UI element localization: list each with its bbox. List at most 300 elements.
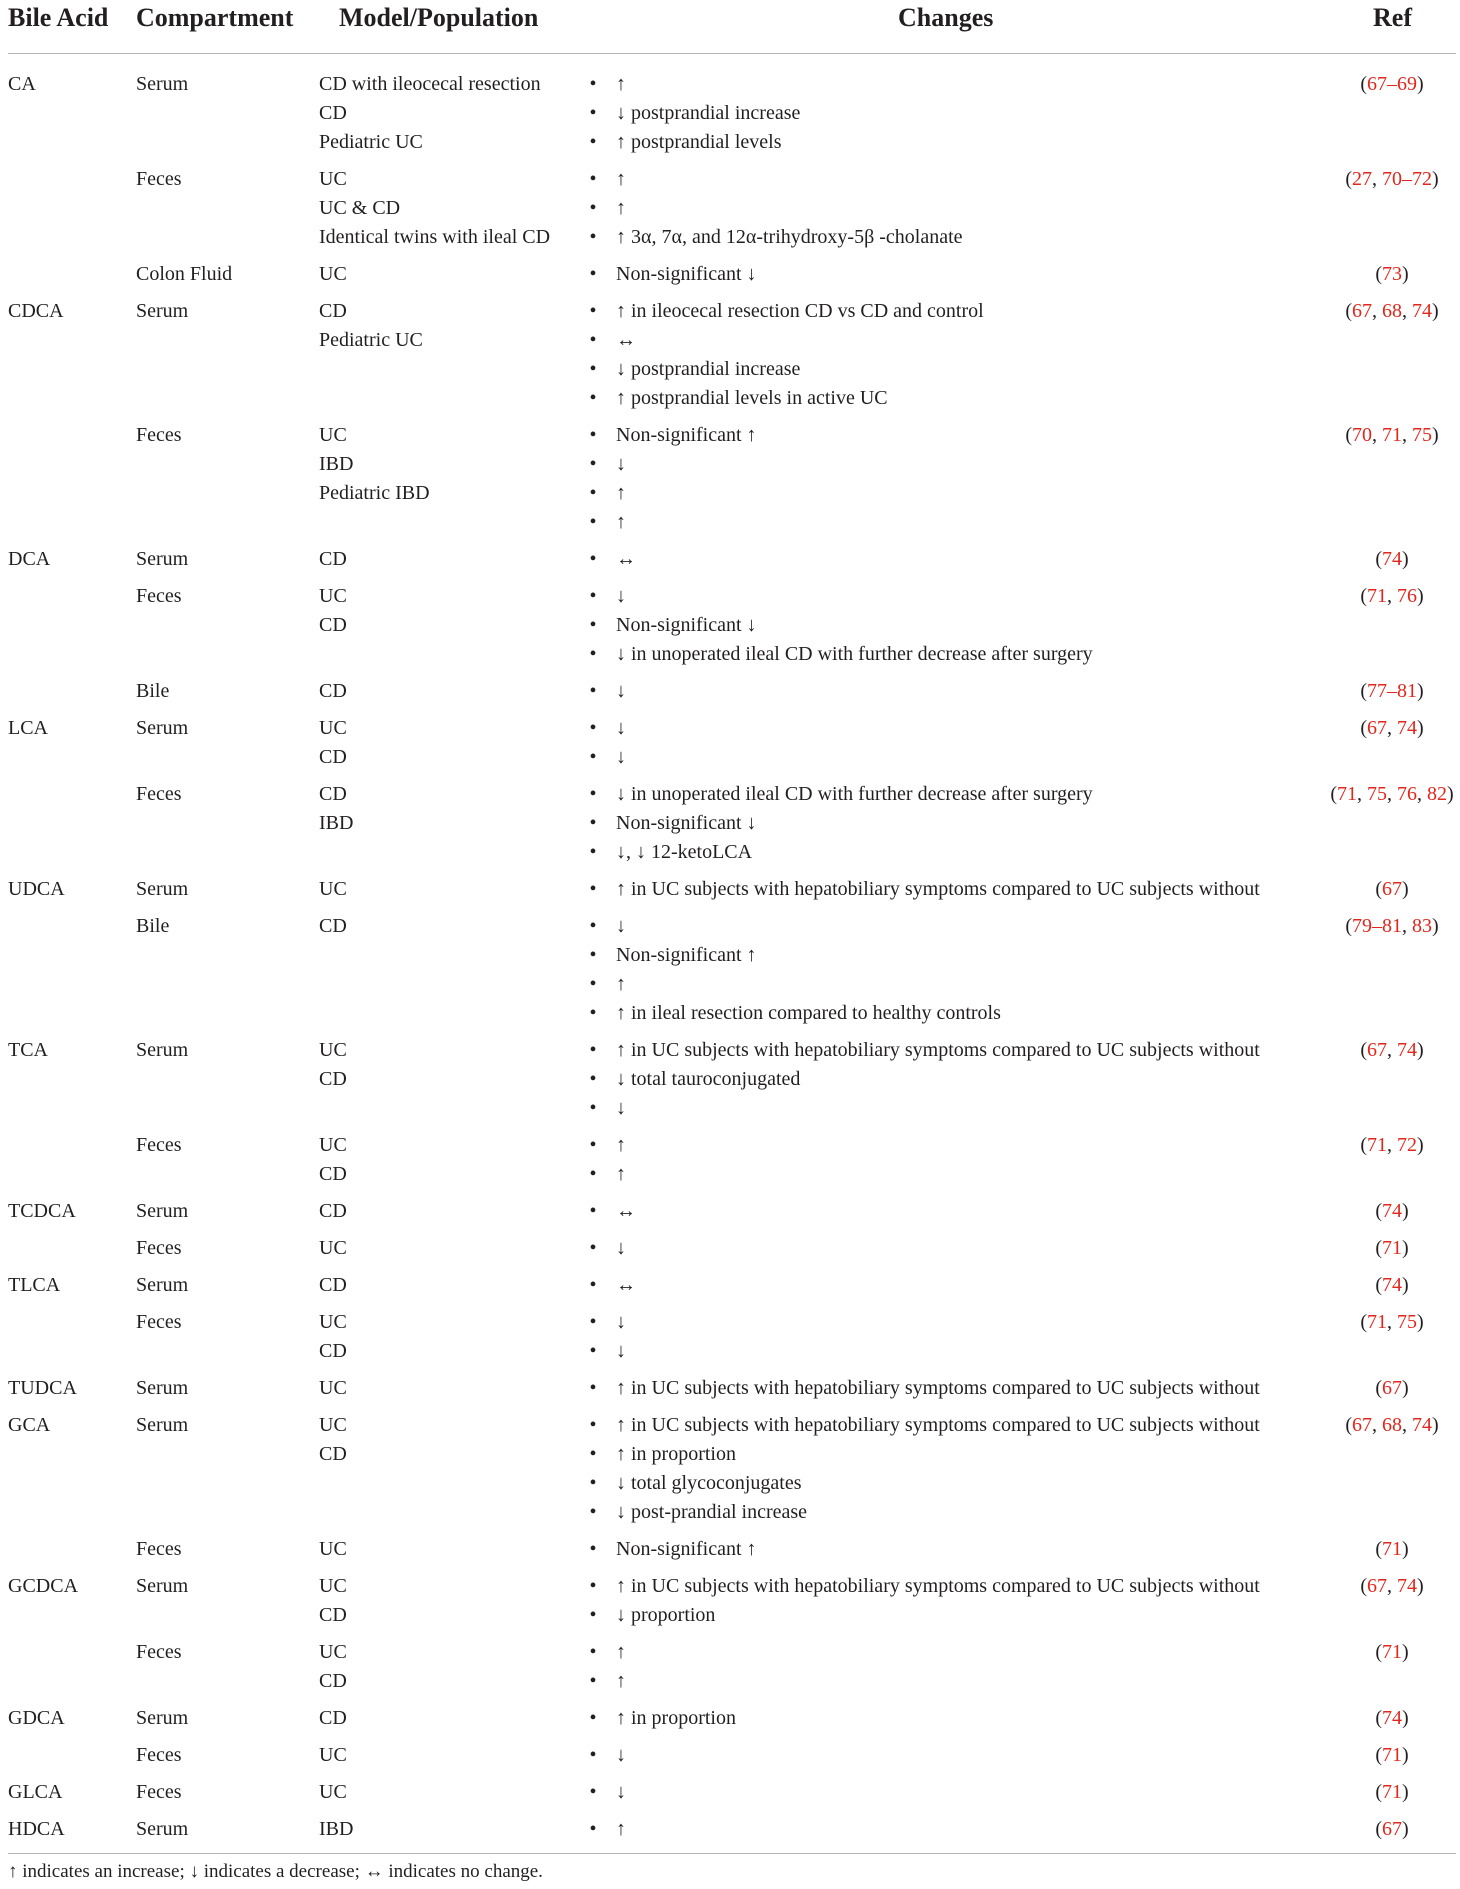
bullet-icon: • bbox=[589, 1604, 597, 1626]
change-text: ↓ bbox=[616, 1097, 626, 1119]
change-item bbox=[586, 223, 963, 252]
reference-link[interactable]: 67 bbox=[1382, 1377, 1402, 1399]
reference-link[interactable]: 71 bbox=[1382, 1641, 1402, 1663]
compartment: Bile bbox=[136, 915, 170, 937]
change-item bbox=[586, 1160, 626, 1189]
change-text: Non-significant ↑ bbox=[616, 1538, 757, 1560]
bile-acid-name: DCA bbox=[8, 548, 51, 570]
change-item bbox=[586, 582, 1093, 611]
reference-link[interactable]: 74 bbox=[1412, 300, 1432, 322]
change-item bbox=[586, 809, 1093, 838]
reference: (71, 75) bbox=[1360, 1311, 1424, 1333]
bile-acid-name: GCA bbox=[8, 1414, 51, 1436]
change-item bbox=[586, 1234, 626, 1263]
reference: (67, 68, 74) bbox=[1345, 1414, 1439, 1436]
change-item bbox=[586, 838, 1093, 867]
reference-link[interactable]: 67 bbox=[1382, 1818, 1402, 1840]
change-text: ↑ bbox=[616, 973, 626, 995]
change-item bbox=[586, 999, 1001, 1028]
model-population bbox=[319, 297, 423, 355]
bullet-icon: • bbox=[589, 1575, 597, 1597]
change-item bbox=[586, 326, 984, 355]
change-item bbox=[586, 421, 757, 450]
bullet-icon: • bbox=[589, 1039, 597, 1061]
changes bbox=[586, 1778, 626, 1807]
change-item bbox=[586, 194, 963, 223]
reference: (74) bbox=[1375, 1200, 1409, 1222]
reference-link[interactable]: 67 bbox=[1382, 878, 1402, 900]
changes bbox=[586, 1572, 1260, 1630]
change-item bbox=[586, 875, 1260, 904]
change-text: ↑ bbox=[616, 511, 626, 533]
bullet-icon: • bbox=[589, 1670, 597, 1692]
population-line: CD bbox=[319, 614, 347, 636]
change-item bbox=[586, 1572, 1260, 1601]
change-item bbox=[586, 479, 757, 508]
reference-link[interactable]: 74 bbox=[1382, 1707, 1402, 1729]
changes bbox=[586, 1308, 626, 1366]
reference: (67) bbox=[1375, 878, 1409, 900]
population-line: CD bbox=[319, 1274, 347, 1296]
compartment: Serum bbox=[136, 1200, 189, 1222]
bullet-icon: • bbox=[589, 1377, 597, 1399]
change-text: ↓ proportion bbox=[616, 1604, 716, 1626]
change-item bbox=[586, 1094, 1260, 1123]
reference: (67) bbox=[1375, 1818, 1409, 1840]
reference-link[interactable]: 76 bbox=[1397, 783, 1417, 805]
reference-link[interactable]: 68 bbox=[1382, 300, 1402, 322]
model-population bbox=[319, 780, 353, 838]
reference-link[interactable]: 74 bbox=[1397, 717, 1417, 739]
bullet-icon: • bbox=[589, 1538, 597, 1560]
model-population bbox=[319, 421, 430, 508]
change-item bbox=[586, 1601, 1260, 1630]
change-item bbox=[586, 1374, 1260, 1403]
population-line: IBD bbox=[319, 453, 354, 475]
reference: (70, 71, 75) bbox=[1345, 424, 1439, 446]
reference-link[interactable]: 71 bbox=[1367, 585, 1387, 607]
change-text: ↓ bbox=[616, 1744, 626, 1766]
compartment: Serum bbox=[136, 1575, 189, 1597]
bullet-icon: • bbox=[589, 1200, 597, 1222]
change-text: ↑ in UC subjects with hepatobiliary symptoms compared to UC subjects without bbox=[616, 1377, 1260, 1399]
bullet-icon: • bbox=[589, 1781, 597, 1803]
compartment: Serum bbox=[136, 1414, 189, 1436]
change-text: ↓ in unoperated ileal CD with further decrease after surgery bbox=[616, 783, 1093, 805]
reference: (71) bbox=[1375, 1538, 1409, 1560]
change-text: Non-significant ↑ bbox=[616, 944, 757, 966]
changes bbox=[586, 1197, 636, 1226]
change-item bbox=[586, 714, 626, 743]
changes bbox=[586, 1704, 736, 1733]
bullet-icon: • bbox=[589, 1163, 597, 1185]
population-line: UC bbox=[319, 168, 347, 190]
change-item bbox=[586, 780, 1093, 809]
reference: (71) bbox=[1375, 1237, 1409, 1259]
model-population bbox=[319, 677, 347, 706]
bile-acid-name: TUDCA bbox=[8, 1377, 77, 1399]
change-text: ↓ bbox=[616, 717, 626, 739]
change-item bbox=[586, 1440, 1260, 1469]
reference-link[interactable]: 83 bbox=[1412, 915, 1432, 937]
population-line: UC bbox=[319, 1414, 347, 1436]
change-item bbox=[586, 970, 1001, 999]
population-line: UC bbox=[319, 585, 347, 607]
population-line: Pediatric UC bbox=[319, 131, 423, 153]
change-text: ↓, ↓ 12-ketoLCA bbox=[616, 841, 753, 863]
model-population bbox=[319, 1374, 347, 1403]
population-line: IBD bbox=[319, 812, 354, 834]
bullet-icon: • bbox=[589, 482, 597, 504]
change-item bbox=[586, 640, 1093, 669]
bullet-icon: • bbox=[589, 1641, 597, 1663]
reference-link[interactable]: 67 bbox=[1352, 300, 1372, 322]
model-population bbox=[319, 165, 550, 252]
change-item bbox=[586, 1411, 1260, 1440]
model-population bbox=[319, 582, 347, 640]
change-text: ↓ bbox=[616, 680, 626, 702]
bullet-icon: • bbox=[589, 387, 597, 409]
header-changes: Changes bbox=[898, 3, 994, 32]
bullet-icon: • bbox=[589, 878, 597, 900]
compartment: Feces bbox=[136, 1311, 182, 1333]
change-item bbox=[586, 677, 626, 706]
change-text: ↓ bbox=[616, 453, 626, 475]
bullet-icon: • bbox=[589, 548, 597, 570]
reference: (67, 68, 74) bbox=[1345, 300, 1439, 322]
change-text: ↑ in ileal resection compared to healthy controls bbox=[616, 1002, 1001, 1024]
change-text: ↑ in UC subjects with hepatobiliary symptoms compared to UC subjects without bbox=[616, 1414, 1260, 1436]
reference-link[interactable]: 74 bbox=[1397, 1575, 1417, 1597]
change-text: ↑ bbox=[616, 1163, 626, 1185]
model-population bbox=[319, 1815, 353, 1844]
change-item bbox=[586, 1741, 626, 1770]
change-text: ↓ postprandial increase bbox=[616, 358, 801, 380]
compartment: Serum bbox=[136, 548, 189, 570]
bullet-icon: • bbox=[589, 358, 597, 380]
change-item bbox=[586, 1065, 1260, 1094]
compartment: Serum bbox=[136, 717, 189, 739]
bile-acid-name: TCA bbox=[8, 1039, 48, 1061]
population-line: CD bbox=[319, 746, 347, 768]
change-text: ↓ in unoperated ileal CD with further decrease after surgery bbox=[616, 643, 1093, 665]
change-text: ↔ bbox=[616, 1200, 636, 1222]
population-line: CD bbox=[319, 1163, 347, 1185]
population-line: UC bbox=[319, 1744, 347, 1766]
reference: (74) bbox=[1375, 548, 1409, 570]
changes bbox=[586, 714, 626, 772]
reference-link[interactable]: 74 bbox=[1382, 1200, 1402, 1222]
population-line: CD bbox=[319, 915, 347, 937]
bullet-icon: • bbox=[589, 717, 597, 739]
changes bbox=[586, 165, 963, 252]
population-line: UC bbox=[319, 878, 347, 900]
reference: (71, 72) bbox=[1360, 1134, 1424, 1156]
reference-link[interactable]: 74 bbox=[1382, 548, 1402, 570]
reference-link[interactable]: 79–81 bbox=[1352, 915, 1402, 937]
changes bbox=[586, 1638, 626, 1696]
change-text: ↑ postprandial levels in active UC bbox=[616, 387, 888, 409]
change-text: Non-significant ↑ bbox=[616, 424, 757, 446]
change-text: ↑ bbox=[616, 1641, 626, 1663]
change-item bbox=[586, 1815, 626, 1844]
bullet-icon: • bbox=[589, 1443, 597, 1465]
reference: (71) bbox=[1375, 1641, 1409, 1663]
bullet-icon: • bbox=[589, 1068, 597, 1090]
bottom-rule bbox=[8, 1853, 1456, 1854]
change-text: ↓ bbox=[616, 915, 626, 937]
reference-link[interactable]: 71 bbox=[1382, 1538, 1402, 1560]
changes bbox=[586, 545, 636, 574]
population-line: CD bbox=[319, 1670, 347, 1692]
change-text: ↓ bbox=[616, 746, 626, 768]
change-item bbox=[586, 1308, 626, 1337]
compartment: Feces bbox=[136, 783, 182, 805]
change-item bbox=[586, 1337, 626, 1366]
change-item bbox=[586, 1778, 626, 1807]
reference-link[interactable]: 74 bbox=[1397, 1039, 1417, 1061]
model-population bbox=[319, 1271, 347, 1300]
population-line: UC bbox=[319, 717, 347, 739]
model-population bbox=[319, 875, 347, 904]
bullet-icon: • bbox=[589, 812, 597, 834]
changes bbox=[586, 912, 1001, 1028]
changes bbox=[586, 582, 1093, 669]
change-text: ↑ in proportion bbox=[616, 1707, 736, 1729]
header-bile-acid: Bile Acid bbox=[8, 3, 109, 32]
model-population bbox=[319, 70, 541, 157]
bullet-icon: • bbox=[589, 263, 597, 285]
change-item bbox=[586, 99, 800, 128]
change-item bbox=[586, 70, 800, 99]
changes bbox=[586, 1374, 1260, 1403]
bullet-icon: • bbox=[589, 226, 597, 248]
reference-link[interactable]: 72 bbox=[1397, 1134, 1417, 1156]
compartment: Feces bbox=[136, 1781, 182, 1803]
compartment: Serum bbox=[136, 300, 189, 322]
change-item bbox=[586, 1469, 1260, 1498]
reference-link[interactable]: 27 bbox=[1352, 168, 1372, 190]
reference-link[interactable]: 76 bbox=[1397, 585, 1417, 607]
changes bbox=[586, 1234, 626, 1263]
change-item bbox=[586, 1535, 757, 1564]
bullet-icon: • bbox=[589, 102, 597, 124]
compartment: Serum bbox=[136, 1039, 189, 1061]
reference-link[interactable]: 68 bbox=[1382, 1414, 1402, 1436]
change-text: ↑ in ileocecal resection CD vs CD and control bbox=[616, 300, 984, 322]
reference-link[interactable]: 74 bbox=[1412, 1414, 1432, 1436]
bullet-icon: • bbox=[589, 973, 597, 995]
reference: (73) bbox=[1375, 263, 1409, 285]
bullet-icon: • bbox=[589, 73, 597, 95]
change-item bbox=[586, 743, 626, 772]
compartment: Serum bbox=[136, 1818, 189, 1840]
change-text: ↔ bbox=[616, 1274, 636, 1296]
change-text: Non-significant ↓ bbox=[616, 812, 757, 834]
reference: (67) bbox=[1375, 1377, 1409, 1399]
population-line: CD bbox=[319, 783, 347, 805]
reference-link[interactable]: 67 bbox=[1352, 1414, 1372, 1436]
reference-link[interactable]: 75 bbox=[1367, 783, 1387, 805]
bullet-icon: • bbox=[589, 1501, 597, 1523]
change-text: ↓ bbox=[616, 1311, 626, 1333]
bullet-icon: • bbox=[589, 453, 597, 475]
reference-link[interactable]: 71 bbox=[1337, 783, 1357, 805]
bullet-icon: • bbox=[589, 1818, 597, 1840]
reference-link[interactable]: 67–69 bbox=[1367, 73, 1417, 95]
change-item bbox=[586, 1036, 1260, 1065]
bile-acid-name: GCDCA bbox=[8, 1575, 79, 1597]
model-population bbox=[319, 1704, 347, 1733]
table-footnote: ↑ indicates an increase; ↓ indicates a decrease; ↔ indicates no change. bbox=[8, 1861, 543, 1882]
population-line: CD with ileocecal resection bbox=[319, 73, 541, 95]
changes bbox=[586, 1411, 1260, 1527]
change-text: Non-significant ↓ bbox=[616, 614, 757, 636]
reference-link[interactable]: 67 bbox=[1367, 717, 1387, 739]
reference-link[interactable]: 71 bbox=[1382, 1744, 1402, 1766]
population-line: CD bbox=[319, 1707, 347, 1729]
changes bbox=[586, 1271, 636, 1300]
bullet-icon: • bbox=[589, 1707, 597, 1729]
population-line: UC bbox=[319, 1781, 347, 1803]
bullet-icon: • bbox=[589, 1744, 597, 1766]
reference: (67, 74) bbox=[1360, 1575, 1424, 1597]
reference-link[interactable]: 71 bbox=[1382, 1237, 1402, 1259]
bullet-icon: • bbox=[589, 329, 597, 351]
bile-acid-name: TCDCA bbox=[8, 1200, 76, 1222]
population-line: Identical twins with ileal CD bbox=[319, 226, 551, 248]
reference-link[interactable]: 70 bbox=[1352, 424, 1372, 446]
change-text: ↔ bbox=[616, 329, 636, 351]
change-text: ↓ total glycoconjugates bbox=[616, 1472, 802, 1494]
reference: (71) bbox=[1375, 1744, 1409, 1766]
model-population bbox=[319, 260, 347, 289]
population-line: CD bbox=[319, 1443, 347, 1465]
reference-link[interactable]: 70–72 bbox=[1382, 168, 1432, 190]
reference-link[interactable]: 71 bbox=[1367, 1311, 1387, 1333]
change-text: ↓ bbox=[616, 585, 626, 607]
change-item bbox=[586, 260, 757, 289]
change-item bbox=[586, 355, 984, 384]
compartment: Feces bbox=[136, 424, 182, 446]
population-line: UC bbox=[319, 1311, 347, 1333]
bullet-icon: • bbox=[589, 643, 597, 665]
change-item bbox=[586, 128, 800, 157]
reference: (67, 74) bbox=[1360, 717, 1424, 739]
change-text: ↓ postprandial increase bbox=[616, 102, 801, 124]
change-text: ↑ bbox=[616, 73, 626, 95]
changes bbox=[586, 875, 1260, 904]
model-population bbox=[319, 1778, 347, 1807]
bile-acid-name: TLCA bbox=[8, 1274, 61, 1296]
model-population bbox=[319, 1535, 347, 1564]
reference-link[interactable]: 82 bbox=[1427, 783, 1447, 805]
reference-link[interactable]: 73 bbox=[1382, 263, 1402, 285]
reference-link[interactable]: 74 bbox=[1382, 1274, 1402, 1296]
compartment: Serum bbox=[136, 1707, 189, 1729]
change-item bbox=[586, 912, 1001, 941]
change-item bbox=[586, 508, 757, 537]
reference-link[interactable]: 75 bbox=[1412, 424, 1432, 446]
population-line: CD bbox=[319, 1340, 347, 1362]
reference-link[interactable]: 77–81 bbox=[1367, 680, 1417, 702]
compartment: Bile bbox=[136, 680, 170, 702]
reference-link[interactable]: 67 bbox=[1367, 1575, 1387, 1597]
bullet-icon: • bbox=[589, 1237, 597, 1259]
reference-link[interactable]: 71 bbox=[1382, 1781, 1402, 1803]
compartment: Feces bbox=[136, 1744, 182, 1766]
reference: (71) bbox=[1375, 1781, 1409, 1803]
changes bbox=[586, 1131, 626, 1189]
bullet-icon: • bbox=[589, 1311, 597, 1333]
compartment: Serum bbox=[136, 1274, 189, 1296]
bullet-icon: • bbox=[589, 131, 597, 153]
change-item bbox=[586, 1704, 736, 1733]
change-text: ↓ total tauroconjugated bbox=[616, 1068, 801, 1090]
population-line: CD bbox=[319, 548, 347, 570]
change-text: ↑ bbox=[616, 1818, 626, 1840]
change-text: ↑ in UC subjects with hepatobiliary symptoms compared to UC subjects without bbox=[616, 878, 1260, 900]
header-model-population: Model/Population bbox=[339, 3, 539, 32]
reference-link[interactable]: 67 bbox=[1367, 1039, 1387, 1061]
changes bbox=[586, 677, 626, 706]
population-line: IBD bbox=[319, 1818, 354, 1840]
bullet-icon: • bbox=[589, 841, 597, 863]
bullet-icon: • bbox=[589, 511, 597, 533]
bullet-icon: • bbox=[589, 783, 597, 805]
bile-acid-name: LCA bbox=[8, 717, 48, 739]
compartment: Feces bbox=[136, 585, 182, 607]
population-line: UC bbox=[319, 1575, 347, 1597]
population-line: UC bbox=[319, 1134, 347, 1156]
bile-acid-name: CA bbox=[8, 73, 36, 95]
changes bbox=[586, 1535, 757, 1564]
population-line: CD bbox=[319, 1068, 347, 1090]
compartment: Serum bbox=[136, 1377, 189, 1399]
change-text: ↑ in UC subjects with hepatobiliary symptoms compared to UC subjects without bbox=[616, 1575, 1260, 1597]
compartment: Feces bbox=[136, 1134, 182, 1156]
change-text: ↑ bbox=[616, 1670, 626, 1692]
change-item bbox=[586, 165, 963, 194]
change-item bbox=[586, 1271, 636, 1300]
population-line: UC bbox=[319, 1377, 347, 1399]
change-text: ↑ bbox=[616, 1134, 626, 1156]
bullet-icon: • bbox=[589, 424, 597, 446]
bile-acid-name: CDCA bbox=[8, 300, 64, 322]
header-compartment: Compartment bbox=[136, 3, 294, 32]
change-item bbox=[586, 297, 984, 326]
population-line: UC bbox=[319, 424, 347, 446]
change-text: ↑ in proportion bbox=[616, 1443, 736, 1465]
population-line: CD bbox=[319, 300, 347, 322]
change-text: ↔ bbox=[616, 548, 636, 570]
model-population bbox=[319, 1036, 347, 1094]
bile-acid-name: HDCA bbox=[8, 1818, 65, 1840]
population-line: Pediatric IBD bbox=[319, 482, 430, 504]
change-item bbox=[586, 1638, 626, 1667]
model-population bbox=[319, 1638, 347, 1696]
bile-acid-name: UDCA bbox=[8, 878, 65, 900]
change-text: ↑ bbox=[616, 197, 626, 219]
bullet-icon: • bbox=[589, 614, 597, 636]
compartment: Serum bbox=[136, 878, 189, 900]
reference: (71, 75, 76, 82) bbox=[1330, 783, 1454, 805]
bullet-icon: • bbox=[589, 1274, 597, 1296]
reference-link[interactable]: 71 bbox=[1382, 424, 1402, 446]
reference-link[interactable]: 71 bbox=[1367, 1134, 1387, 1156]
reference-link[interactable]: 75 bbox=[1397, 1311, 1417, 1333]
population-line: UC bbox=[319, 263, 347, 285]
